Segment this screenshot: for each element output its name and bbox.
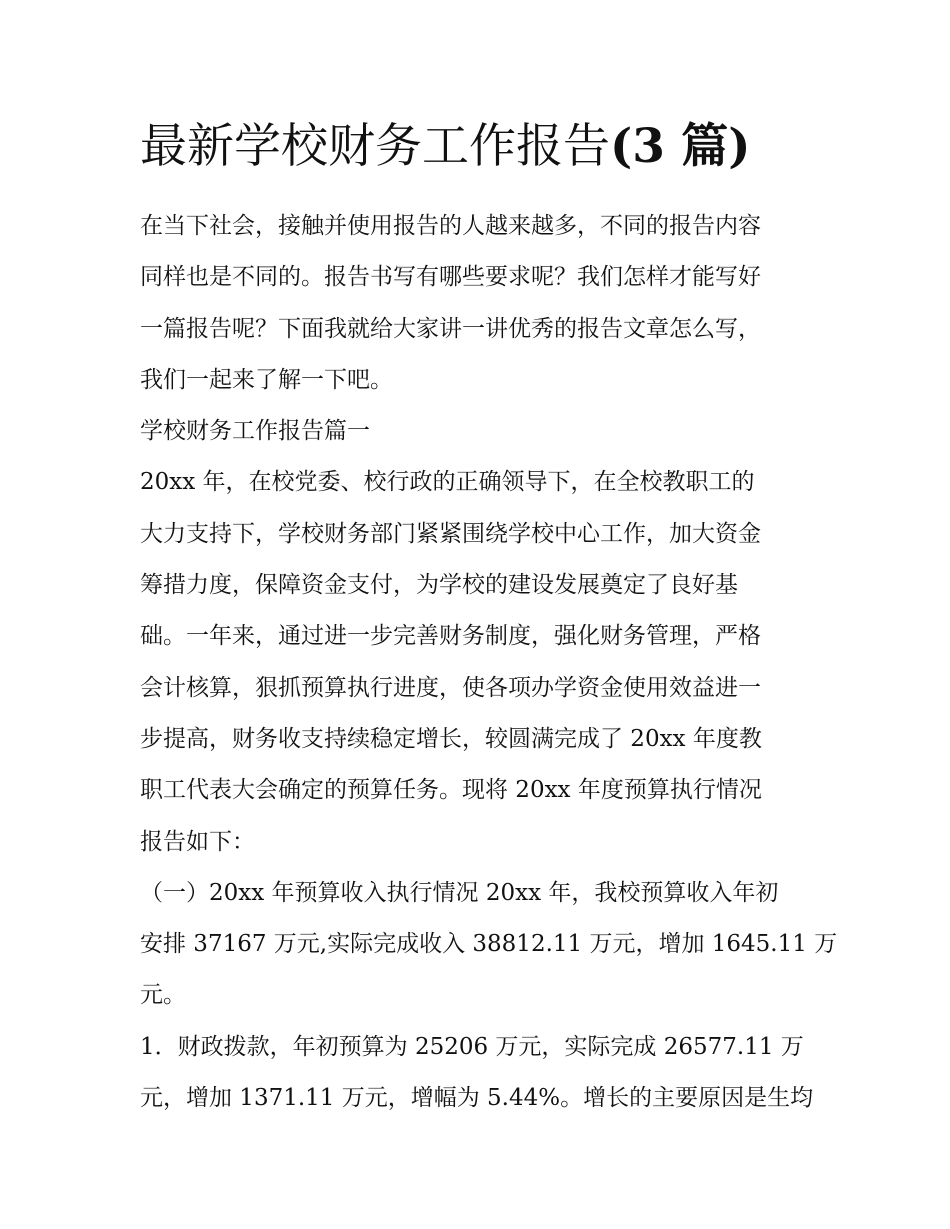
- body-line: 安排 37167 万元,实际完成收入 38812.11 万元，增加 1645.11 万: [140, 931, 838, 958]
- body-line: 大力支持下，学校财务部门紧紧围绕学校中心工作，加大资金: [140, 520, 761, 547]
- body-line: 步提高，财务收支持续稳定增长，较圆满完成了 20xx 年度教: [140, 725, 762, 752]
- body-line: 报告如下：: [140, 828, 255, 855]
- title-main: 最新学校财务工作报告: [140, 119, 610, 174]
- body-line: （一）20xx 年预算收入执行情况 20xx 年，我校预算收入年初: [140, 879, 779, 906]
- body-line: 筹措力度，保障资金支付，为学校的建设发展奠定了良好基: [140, 572, 738, 599]
- body-line: 一篇报告呢？下面我就给大家讲一讲优秀的报告文章怎么写，: [140, 315, 761, 342]
- body-line: 20xx 年，在校党委、校行政的正确领导下，在全校教职工的: [140, 469, 755, 496]
- title-suffix: (3 篇): [610, 119, 751, 174]
- body-line: 在当下社会，接触并使用报告的人越来越多，不同的报告内容: [140, 213, 761, 239]
- body-line: 元。: [140, 982, 186, 1009]
- body-line: 我们一起来了解一下吧。: [140, 366, 393, 393]
- body-line: 职工代表大会确定的预算任务。现将 20xx 年度预算执行情况: [140, 777, 762, 804]
- document-page: [140, 112, 838, 1124]
- body-line: 会计核算，狠抓预算执行进度，使各项办学资金使用效益进一: [140, 674, 761, 701]
- body-line: 础。一年来，通过进一步完善财务制度，强化财务管理，严格: [140, 623, 761, 650]
- section-heading: 学校财务工作报告篇一: [140, 418, 370, 445]
- document-title: [140, 112, 820, 182]
- document-body: [140, 201, 838, 1124]
- body-line: 元，增加 1371.11 万元，增幅为 5.44%。增长的主要原因是生均: [140, 1085, 814, 1112]
- body-line: 同样也是不同的。报告书写有哪些要求呢？我们怎样才能写好: [140, 264, 761, 291]
- body-line: 1．财政拨款，年初预算为 25206 万元，实际完成 26577.11 万: [140, 1033, 804, 1060]
